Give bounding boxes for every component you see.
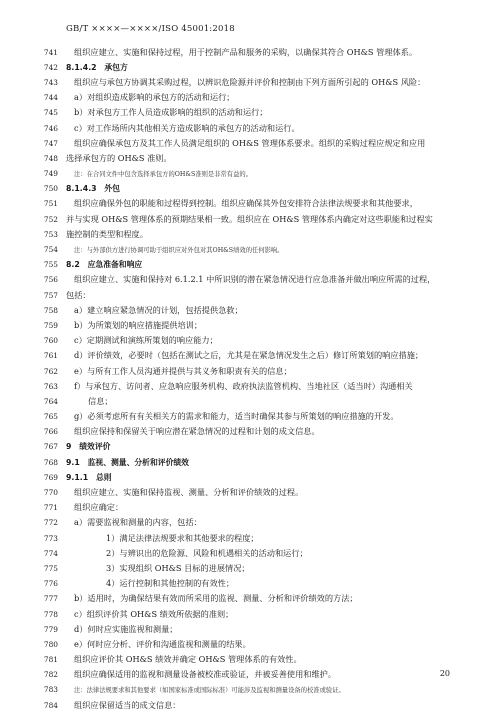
line-text: f）与承包方、访问者、应急响应服务机构、政府执法监管机构、当地社区（适当时）沟通相关 [74, 380, 413, 391]
note-text: 注：在合同文件中包含选择承包方的OH&S准则是非常有益的。 [74, 171, 252, 179]
line-text: 组织应确保承包方及其工作人员满足组织的 OH&S 管理体系要求。组织的采购过程应规定和应用 [74, 137, 426, 148]
line-text: b）适用时，为确保结果有效而所采用的监视、测量、分析和评价绩效的方法； [74, 593, 358, 604]
line-number: 750 [43, 184, 58, 194]
line-number: 761 [43, 351, 58, 361]
line-number: 751 [43, 199, 58, 209]
line-text: 2）与辨识出的危险源、风险和机遇相关的活动和运行； [106, 547, 308, 558]
line-number: 757 [43, 290, 58, 300]
line-number: 771 [43, 503, 58, 513]
line-text: e）何时应分析、评价和沟通监视和测量的结果。 [74, 638, 251, 649]
line-text: e）与所有工作人员沟通并提供与其义务和职责有关的信息； [74, 365, 292, 376]
document-line [0, 637, 500, 652]
line-text: 3）实现组织 OH&S 目标的进展情况； [106, 562, 250, 573]
line-text: a）对组织造成影响的承包方的活动和运行； [74, 92, 235, 103]
line-number: 765 [43, 412, 58, 422]
line-number: 752 [43, 214, 58, 224]
document-line [0, 561, 500, 576]
line-number: 782 [43, 670, 58, 680]
document-line [0, 227, 500, 242]
line-number: 754 [43, 245, 58, 255]
section-heading: 8.1.4.3 外包 [66, 184, 120, 194]
document-line [0, 606, 500, 621]
document-line [0, 196, 500, 211]
line-number: 758 [43, 305, 58, 315]
section-heading: 8.2 应急准备和响应 [66, 260, 143, 270]
section-heading: 8.1.4.2 承包方 [66, 62, 128, 72]
document-line [0, 120, 500, 135]
line-number: 753 [43, 229, 58, 239]
note-text: 注：与外部供方进行协调可助于组织应对外包对其OH&S绩效的任何影响。 [74, 247, 284, 255]
line-number: 759 [43, 320, 58, 330]
line-text: 组织应确保适用的监视和测量设备被校准或验证，并被妥善使用和维护。 [74, 669, 337, 680]
line-text: 选择承包方的 OH&S 准则。 [66, 152, 172, 163]
line-number: 784 [43, 700, 58, 710]
document-line [0, 333, 500, 348]
line-text: c）对工作场所内其他相关方造成影响的承包方的活动和运行。 [74, 122, 300, 133]
document-line [0, 667, 500, 682]
line-text: a）需要监视和测量的内容，包括： [74, 517, 202, 528]
line-number: 768 [43, 457, 58, 467]
document-line [0, 136, 500, 151]
document-line [0, 455, 500, 470]
document-line [0, 576, 500, 591]
document-line [0, 45, 500, 60]
line-number: 749 [43, 169, 58, 179]
document-line [0, 379, 500, 394]
document-line [0, 531, 500, 546]
line-number: 775 [43, 563, 58, 573]
document-line [0, 363, 500, 378]
line-number: 776 [43, 579, 58, 589]
line-number: 783 [43, 685, 58, 695]
document-line [0, 424, 500, 439]
line-text: 组织应建立、实施和保持监视、测量、分析和评价绩效的过程。 [74, 487, 304, 498]
line-text: 组织应建立、实施和保持过程，用于控制产品和服务的采购，以确保其符合 OH&S 管理体系。 [74, 46, 418, 57]
line-text: 并与实现 OH&S 管理体系的预期结果相一致。组织应在 OH&S 管理体系内确定对这些职能和过程实 [66, 213, 433, 224]
document-line [0, 394, 500, 409]
line-number: 760 [43, 336, 58, 346]
note-text: 注：法律法规要求和其他要求（如国家标准或国际标准）可能涉及监视和测量设备的校准或验证。 [74, 687, 345, 695]
line-text: g）必须考虑所有有关相关方的需求和能力，适当时确保其参与所策划的响应措施的开发。 [74, 411, 399, 422]
line-number: 763 [43, 381, 58, 391]
document-line [0, 151, 500, 166]
line-text: c）组织评价其 OH&S 绩效所依据的准则； [74, 608, 234, 619]
line-text: 4）运行控制和其他控制的有效性； [106, 578, 235, 589]
line-number: 780 [43, 639, 58, 649]
line-text: 组织应保留适当的成文信息： [74, 699, 181, 710]
line-number: 779 [43, 624, 58, 634]
document-body [0, 45, 500, 713]
document-header: GB/T ××××—××××/ISO 45001:2018 [66, 24, 235, 34]
line-number: 756 [43, 275, 58, 285]
line-text: 组织应确定： [74, 502, 124, 513]
document-line [0, 485, 500, 500]
line-number: 746 [43, 123, 58, 133]
document-line [0, 652, 500, 667]
line-number: 747 [43, 138, 58, 148]
document-line [0, 682, 500, 697]
line-text: a）建立响应紧急情况的计划，包括提供急救； [74, 304, 243, 315]
document-line [0, 212, 500, 227]
line-text: 组织应保持和保留关于响应潜在紧急情况的过程和计划的成文信息。 [74, 426, 320, 437]
document-line [0, 272, 500, 287]
line-text: b）为所策划的响应措施提供培训； [74, 319, 203, 330]
line-text: d）评价绩效，必要时（包括在测试之后，尤其是在紧急情况发生之后）修订所策划的响应措施； [74, 350, 424, 361]
line-number: 764 [43, 396, 58, 406]
document-line [0, 591, 500, 606]
section-heading: 9 绩效评价 [66, 442, 111, 452]
document-line [0, 288, 500, 303]
line-text: 1）满足法律法规要求和其他要求的程度； [106, 532, 259, 543]
line-text: 组织应建立、实施和保持对 6.1.2.1 中所识别的潜在紧急情况进行应急准备并做出响应所需的过程， [74, 274, 436, 285]
document-line [0, 348, 500, 363]
line-number: 769 [43, 472, 58, 482]
document-line [0, 242, 500, 257]
line-number: 781 [43, 655, 58, 665]
line-text: d）何时应实施监视和测量； [74, 623, 178, 634]
line-text: 组织应与承包方协调其采购过程，以辨识危险源并评价和控制由下列方面所引起的 OH&S 风险： [74, 76, 426, 87]
line-number: 745 [43, 108, 58, 118]
document-line [0, 318, 500, 333]
line-number: 744 [43, 93, 58, 103]
line-number: 755 [43, 260, 58, 270]
line-number: 748 [43, 153, 58, 163]
line-text: 施控制的类型和程度。 [66, 228, 148, 239]
document-line [0, 105, 500, 120]
document-line [0, 698, 500, 713]
document-line [0, 546, 500, 561]
document-line [0, 90, 500, 105]
document-line [0, 622, 500, 637]
line-number: 777 [43, 594, 58, 604]
line-text: c）定期测试和演练所策划的响应能力； [74, 335, 218, 346]
document-line [0, 75, 500, 90]
line-number: 741 [43, 47, 58, 57]
document-line [0, 257, 500, 272]
line-number: 767 [43, 442, 58, 452]
document-line [0, 515, 500, 530]
document-line [0, 60, 500, 75]
line-number: 774 [43, 548, 58, 558]
line-number: 743 [43, 77, 58, 87]
line-number: 742 [43, 62, 58, 72]
document-line [0, 439, 500, 454]
document-line [0, 303, 500, 318]
line-number: 770 [43, 488, 58, 498]
line-text: 信息； [88, 395, 113, 406]
line-text: 组织应评价其 OH&S 绩效并确定 OH&S 管理体系的有效性。 [74, 654, 302, 665]
line-number: 766 [43, 427, 58, 437]
document-line [0, 409, 500, 424]
line-number: 773 [43, 533, 58, 543]
document-line [0, 166, 500, 181]
line-text: 包括： [66, 289, 91, 300]
section-heading: 9.1 监视、测量、分析和评价绩效 [66, 457, 189, 467]
line-text: 组织应确保外包的职能和过程得到控制。组织应确保其外包安排符合法律法规要求和其他要求， [74, 198, 418, 209]
line-number: 772 [43, 518, 58, 528]
line-text: b）对承包方工作人员造成影响的组织的活动和运行； [74, 107, 268, 118]
document-line [0, 500, 500, 515]
line-number: 778 [43, 609, 58, 619]
document-line [0, 470, 500, 485]
document-line [0, 181, 500, 196]
section-heading: 9.1.1 总则 [66, 472, 112, 482]
line-number: 762 [43, 366, 58, 376]
page-number: 20 [439, 669, 450, 678]
